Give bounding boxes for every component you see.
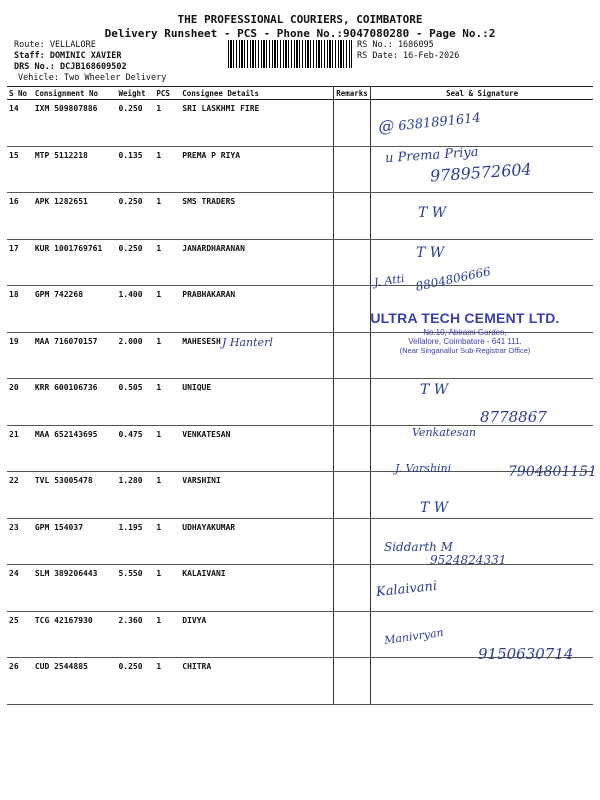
cell-sno: 15 [7, 146, 33, 193]
table-row [7, 193, 593, 240]
company-stamp: ULTRA TECH CEMENT LTD. No.10, Abirami Garden, Vellalore, Coimbatore - 641 111. (Near Singanallur Sub-Registrar Office) [370, 310, 560, 355]
table-row [7, 239, 593, 286]
cell-sno: 23 [7, 518, 33, 565]
cell-remarks [334, 425, 371, 472]
col-remarks: Remarks [334, 87, 371, 100]
handwritten-initials: T W [420, 500, 449, 516]
cell-consignee: PRABHAKARAN [180, 286, 333, 333]
cell-consignment: KRR 600106736 [33, 379, 117, 426]
cell-pcs: 1 [154, 658, 180, 705]
cell-remarks [334, 239, 371, 286]
cell-remarks [334, 100, 371, 147]
cell-weight: 2.360 [116, 611, 154, 658]
cell-pcs: 1 [154, 146, 180, 193]
cell-weight: 0.250 [116, 100, 154, 147]
cell-weight: 5.550 [116, 565, 154, 612]
cell-remarks [334, 611, 371, 658]
table-row [7, 518, 593, 565]
cell-consignment: MAA 716070157 [33, 332, 117, 379]
cell-pcs: 1 [154, 425, 180, 472]
table-header-row [7, 87, 593, 100]
cell-weight: 0.250 [116, 239, 154, 286]
cell-weight: 0.250 [116, 658, 154, 705]
handwritten-phone: 8804806666 [414, 264, 492, 294]
handwritten-signature: J Hanterl [222, 336, 273, 349]
cell-signature [371, 611, 593, 658]
handwritten-signature: Kalaivani [375, 578, 438, 601]
cell-sno: 16 [7, 193, 33, 240]
cell-sno: 17 [7, 239, 33, 286]
handwritten-initials: T W [416, 245, 445, 261]
handwritten-phone: 9789572604 [429, 159, 533, 186]
cell-consignment: MAA 652143695 [33, 425, 117, 472]
handwritten-phone: 7904801151 [508, 464, 598, 480]
cell-consignment: IXM 509807886 [33, 100, 117, 147]
cell-sno: 19 [7, 332, 33, 379]
cell-consignment: GPM 154037 [33, 518, 117, 565]
cell-consignee: CHITRA [180, 658, 333, 705]
cell-consignment: MTP 5112218 [33, 146, 117, 193]
handwritten-signature: Manivryan [383, 625, 445, 648]
cell-pcs: 1 [154, 239, 180, 286]
cell-sno: 18 [7, 286, 33, 333]
col-consignment: Consignment No [33, 87, 117, 100]
staff-label: Staff: DOMINIC XAVIER [14, 51, 122, 61]
cell-consignee: UDHAYAKUMAR [180, 518, 333, 565]
handwritten-signature: J. Varshini [395, 462, 452, 475]
cell-signature [371, 518, 593, 565]
cell-consignee: SRI LASKHMI FIRE [180, 100, 333, 147]
cell-remarks [334, 658, 371, 705]
cell-signature [371, 472, 593, 519]
cell-consignment: GPM 742268 [33, 286, 117, 333]
table-row [7, 658, 593, 705]
cell-remarks [334, 286, 371, 333]
table-row [7, 100, 593, 147]
cell-signature [371, 146, 593, 193]
cell-signature [371, 658, 593, 705]
cell-remarks [334, 193, 371, 240]
cell-consignee: VENKATESAN [180, 425, 333, 472]
cell-pcs: 1 [154, 379, 180, 426]
cell-sno: 25 [7, 611, 33, 658]
cell-signature [371, 425, 593, 472]
barcode [228, 40, 352, 68]
table-row [7, 425, 593, 472]
cell-pcs: 1 [154, 100, 180, 147]
cell-weight: 0.250 [116, 193, 154, 240]
cell-pcs: 1 [154, 518, 180, 565]
handwritten-signature: Venkatesan [412, 426, 476, 439]
col-signature: Seal & Signature [371, 87, 593, 100]
handwritten-initials: T W [418, 205, 447, 221]
cell-sno: 24 [7, 565, 33, 612]
col-weight: Weight [116, 87, 154, 100]
cell-sno: 21 [7, 425, 33, 472]
cell-consignment: KUR 1001769761 [33, 239, 117, 286]
runsheet-subtitle: Delivery Runsheet - PCS - Phone No.:9047080280 - Page No.:2 [104, 27, 496, 40]
cell-signature [371, 239, 593, 286]
handwritten-signature: Siddarth M [384, 540, 453, 554]
cell-signature [371, 565, 593, 612]
col-pcs: PCS [154, 87, 180, 100]
table-row [7, 565, 593, 612]
cell-signature [371, 332, 593, 379]
cell-weight: 0.135 [116, 146, 154, 193]
handwritten-phone: @ 6381891614 [377, 110, 482, 137]
vehicle-label: Vehicle: Two Wheeler Delivery [18, 73, 167, 83]
cell-consignee: JANARDHARANAN [180, 239, 333, 286]
cell-signature [371, 193, 593, 240]
cell-consignee: DIVYA [180, 611, 333, 658]
cell-pcs: 1 [154, 472, 180, 519]
cell-weight: 1.195 [116, 518, 154, 565]
cell-weight: 2.000 [116, 332, 154, 379]
drs-number: DRS No.: DCJB168609502 [14, 62, 127, 72]
table-row [7, 611, 593, 658]
company-title: THE PROFESSIONAL COURIERS, COIMBATORE [177, 13, 423, 26]
handwritten-signature: J. Atti [373, 271, 406, 290]
table-row [7, 286, 593, 333]
cell-pcs: 1 [154, 565, 180, 612]
cell-consignment: CUD 2544885 [33, 658, 117, 705]
cell-sno: 20 [7, 379, 33, 426]
cell-consignment: TCG 42167930 [33, 611, 117, 658]
handwritten-initials: T W [420, 382, 449, 398]
table-row [7, 146, 593, 193]
col-consignee: Consignee Details [180, 87, 333, 100]
cell-consignee: VARSHINI [180, 472, 333, 519]
cell-sno: 22 [7, 472, 33, 519]
cell-weight: 0.475 [116, 425, 154, 472]
cell-remarks [334, 565, 371, 612]
cell-consignment: APK 1282651 [33, 193, 117, 240]
route-label: Route: VELLALORE [14, 40, 96, 50]
cell-weight: 1.280 [116, 472, 154, 519]
col-sno: S No [7, 87, 33, 100]
cell-consignment: TVL 53005478 [33, 472, 117, 519]
handwritten-phone: 8778867 [480, 408, 547, 426]
table-row [7, 332, 593, 379]
cell-consignee: KALAIVANI [180, 565, 333, 612]
runsheet-table [7, 86, 593, 705]
cell-pcs: 1 [154, 286, 180, 333]
cell-remarks [334, 472, 371, 519]
cell-remarks [334, 332, 371, 379]
cell-weight: 0.505 [116, 379, 154, 426]
cell-remarks [334, 146, 371, 193]
cell-signature [371, 100, 593, 147]
cell-consignee: UNIQUE [180, 379, 333, 426]
cell-signature [371, 286, 593, 333]
cell-pcs: 1 [154, 611, 180, 658]
handwritten-phone: 9524824331 [430, 553, 507, 567]
cell-sno: 26 [7, 658, 33, 705]
table-row [7, 472, 593, 519]
cell-remarks [334, 518, 371, 565]
cell-weight: 1.400 [116, 286, 154, 333]
cell-signature [371, 379, 593, 426]
cell-pcs: 1 [154, 332, 180, 379]
rs-number: RS No.: 1686095 [357, 40, 434, 50]
cell-consignee: MAHESESH [180, 332, 333, 379]
cell-consignment: SLM 389206443 [33, 565, 117, 612]
cell-consignee: SMS TRADERS [180, 193, 333, 240]
cell-sno: 14 [7, 100, 33, 147]
table-row [7, 379, 593, 426]
cell-pcs: 1 [154, 193, 180, 240]
handwritten-phone: 9150630714 [478, 645, 574, 663]
cell-remarks [334, 379, 371, 426]
rs-date: RS Date: 16-Feb-2026 [357, 51, 460, 61]
cell-consignee: PREMA P RIYA [180, 146, 333, 193]
handwritten-signature: u Prema Priya [384, 144, 480, 167]
